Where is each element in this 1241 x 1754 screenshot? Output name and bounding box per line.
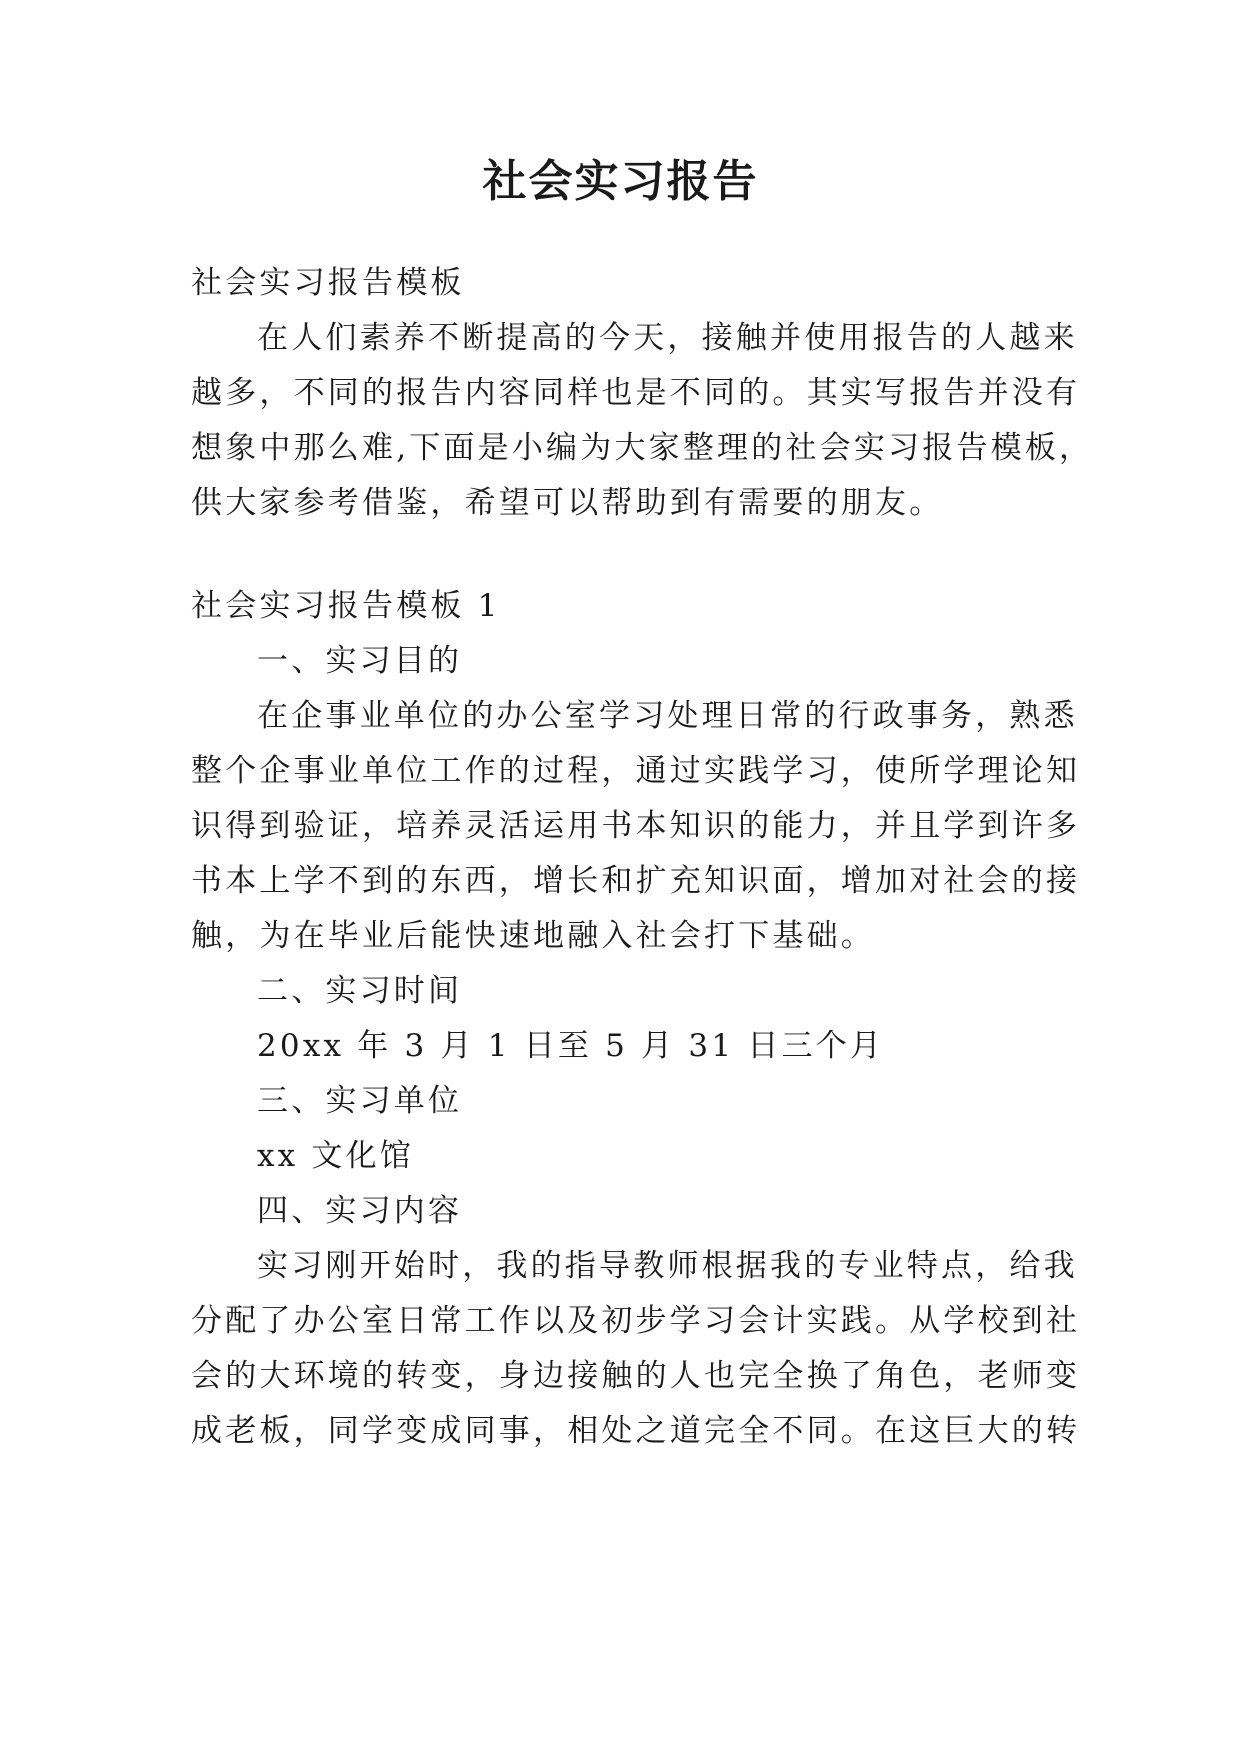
text-line: 成老板，同学变成同事，相处之道完全不同。在这巨大的转: [191, 1413, 1081, 1449]
text-line: 想象中那么难,下面是小编为大家整理的社会实习报告模板，: [191, 430, 1094, 466]
text-line: 分配了办公室日常工作以及初步学习会计实践。从学校到社: [191, 1303, 1081, 1339]
text-line: 触，为在毕业后能快速地融入社会打下基础。: [191, 918, 875, 954]
text-line: 在企事业单位的办公室学习处理日常的行政事务，熟悉: [257, 698, 1078, 734]
text-line: 识得到验证，培养灵活运用书本知识的能力，并且学到许多: [191, 808, 1081, 844]
text-line: 在人们素养不断提高的今天，接触并使用报告的人越来: [257, 320, 1078, 356]
text-line: 实习刚开始时，我的指导教师根据我的专业特点，给我: [257, 1248, 1078, 1284]
text-line: 会的大环境的转变，身边接触的人也完全换了角色，老师变: [191, 1358, 1081, 1394]
text-line: 供大家参考借鉴，希望可以帮助到有需要的朋友。: [191, 485, 944, 521]
text-line: 社会实习报告模板: [191, 265, 465, 301]
text-line: 书本上学不到的东西，增长和扩充知识面，增加对社会的接: [191, 863, 1081, 899]
text-line: xx 文化馆: [257, 1138, 415, 1174]
subsection-heading: 二、实习时间: [257, 973, 463, 1009]
text-line: 20xx 年 3 月 1 日至 5 月 31 日三个月: [257, 1028, 885, 1064]
subsection-heading: 一、实习目的: [257, 643, 463, 679]
page-title: 社会实习报告: [482, 156, 759, 207]
text-line: 越多，不同的报告内容同样也是不同的。其实写报告并没有: [191, 375, 1081, 411]
subsection-heading: 三、实习单位: [257, 1083, 463, 1119]
subsection-heading: 四、实习内容: [257, 1193, 463, 1229]
section-heading: 社会实习报告模板 1: [191, 588, 501, 624]
text-line: 整个企事业单位工作的过程，通过实践学习，使所学理论知: [191, 753, 1081, 789]
